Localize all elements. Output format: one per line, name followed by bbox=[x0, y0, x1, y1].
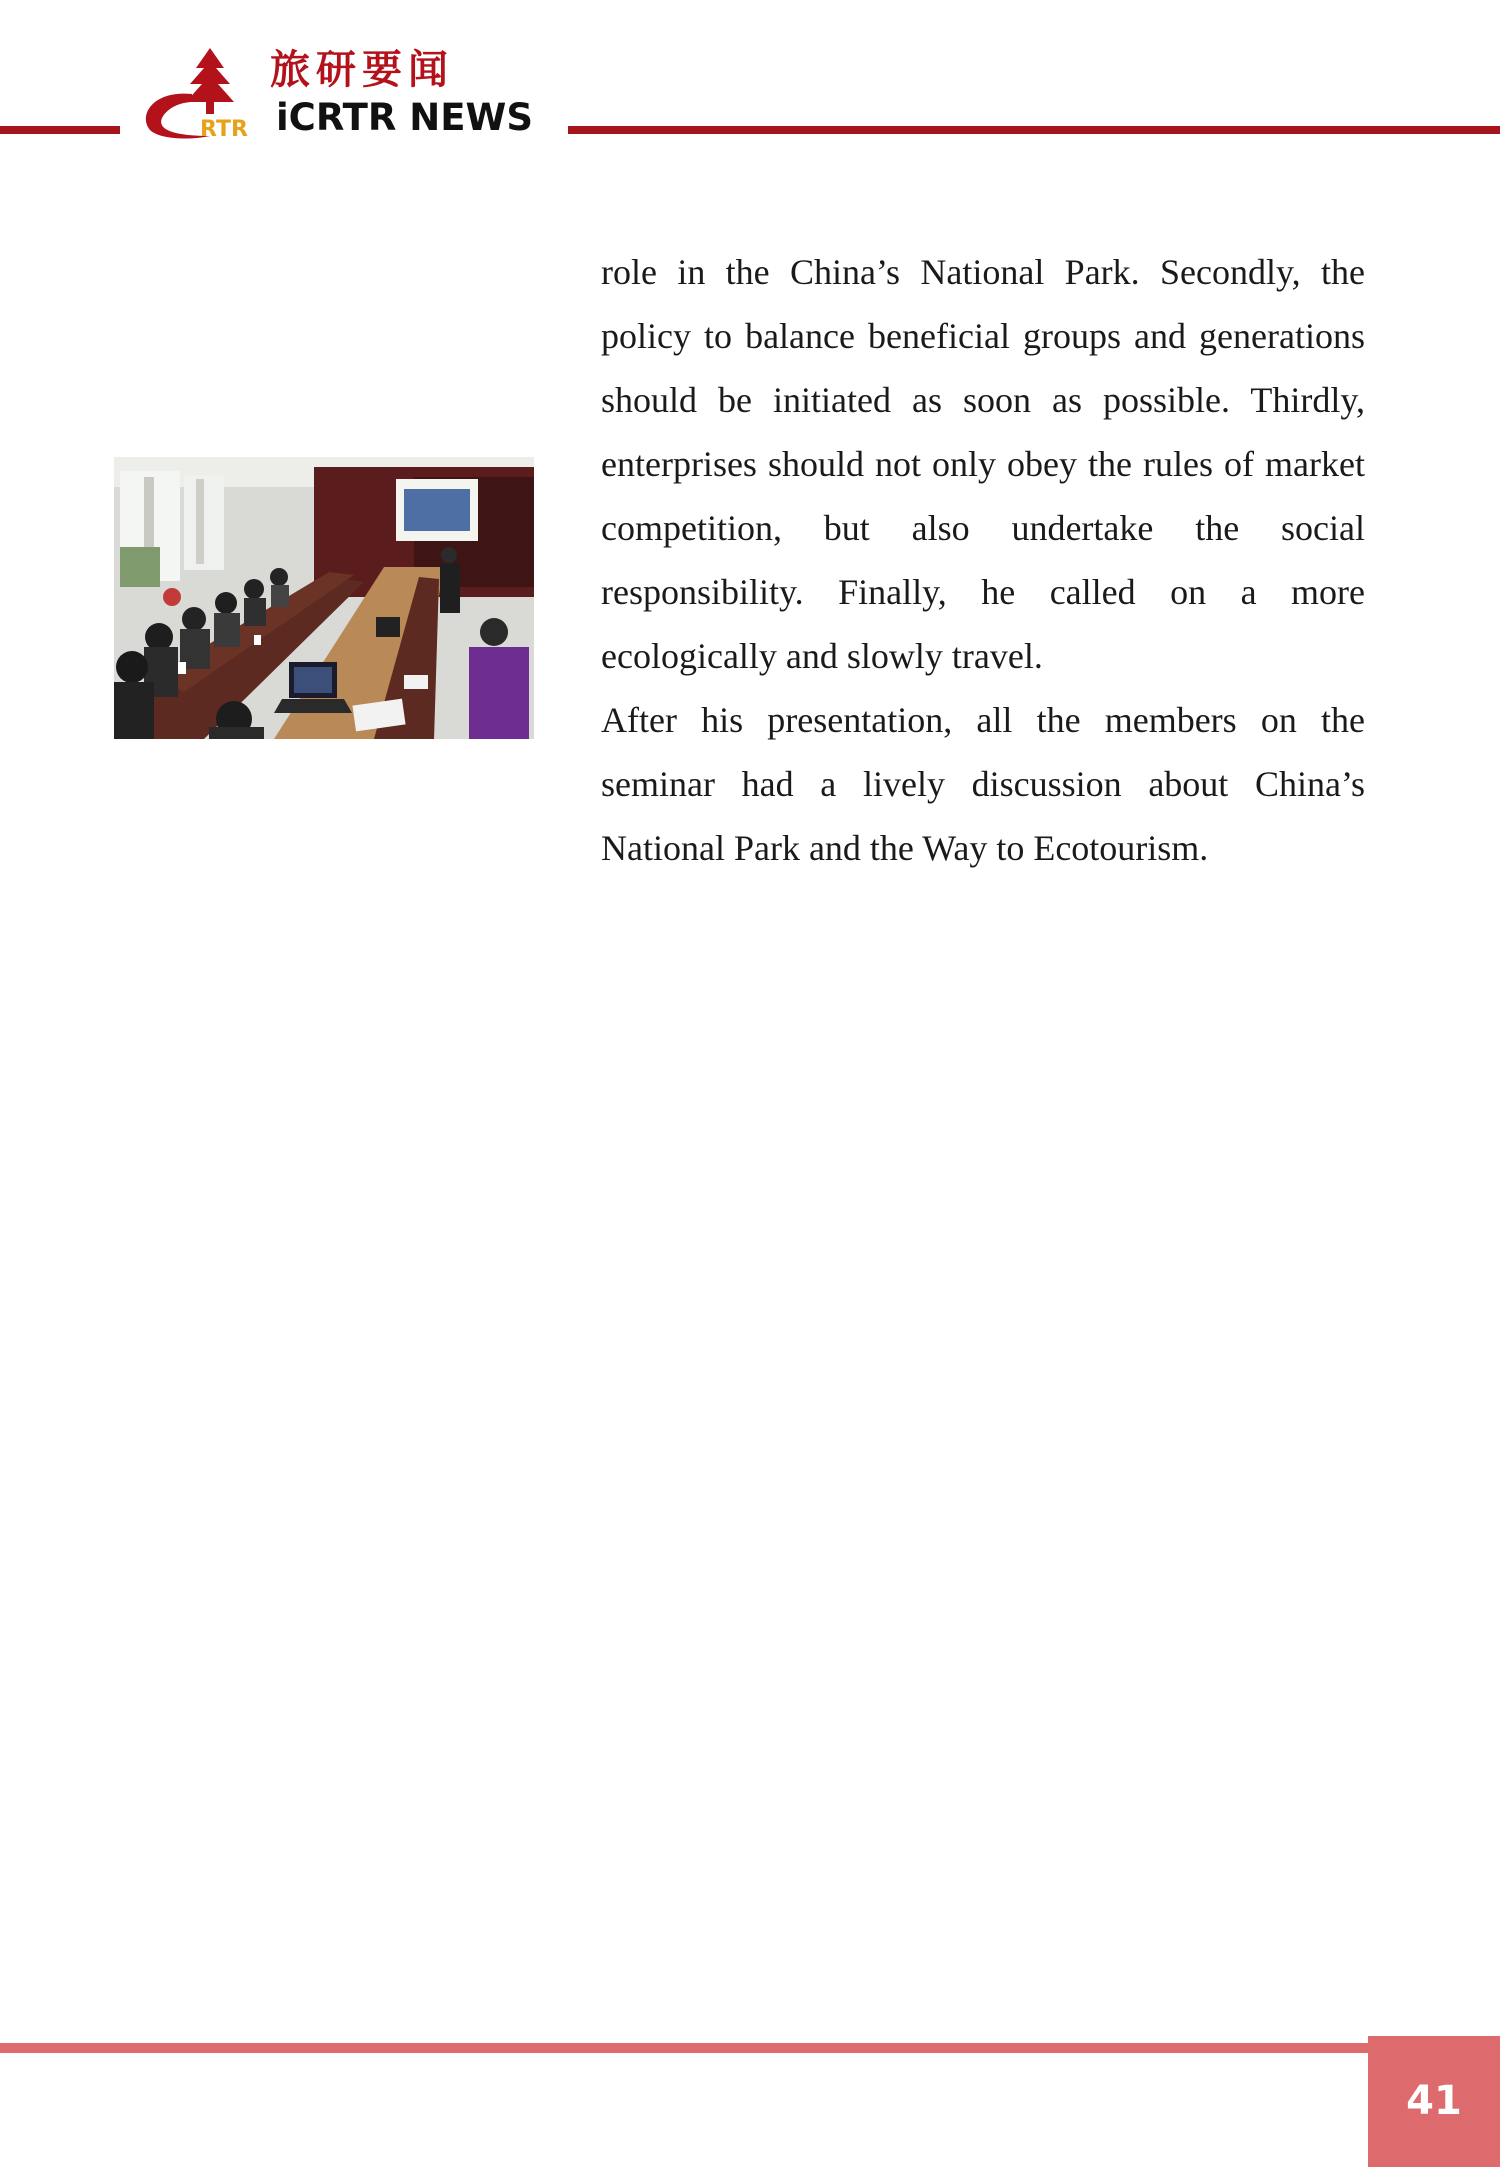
header-title-cn: 旅研要闻 bbox=[270, 46, 454, 93]
header-title-en: iCRTR NEWS bbox=[276, 96, 533, 139]
footer-rule bbox=[0, 2043, 1368, 2053]
article-paragraph-2: After his presentation, all the members on the seminar had a lively discussion about China’s National Park and the Way to Ecotourism. bbox=[601, 700, 1365, 868]
article-body bbox=[601, 240, 1365, 880]
header-rule-left bbox=[0, 126, 120, 134]
article-paragraph-1: role in the China’s National Park. Secondly, the policy to balance beneficial groups and generations should be initiated as soon as possible. Thirdly, enterprises should not only obey the rules of market competition, but also undertake the social responsibility. Finally, he called on a more ecologically and slowly travel. bbox=[601, 252, 1365, 676]
svg-text:RTR: RTR bbox=[200, 117, 248, 140]
seminar-photo bbox=[114, 457, 534, 739]
header-rule-right bbox=[568, 126, 1500, 134]
page-number: 41 bbox=[1406, 2078, 1462, 2124]
crtr-logo bbox=[132, 44, 262, 140]
